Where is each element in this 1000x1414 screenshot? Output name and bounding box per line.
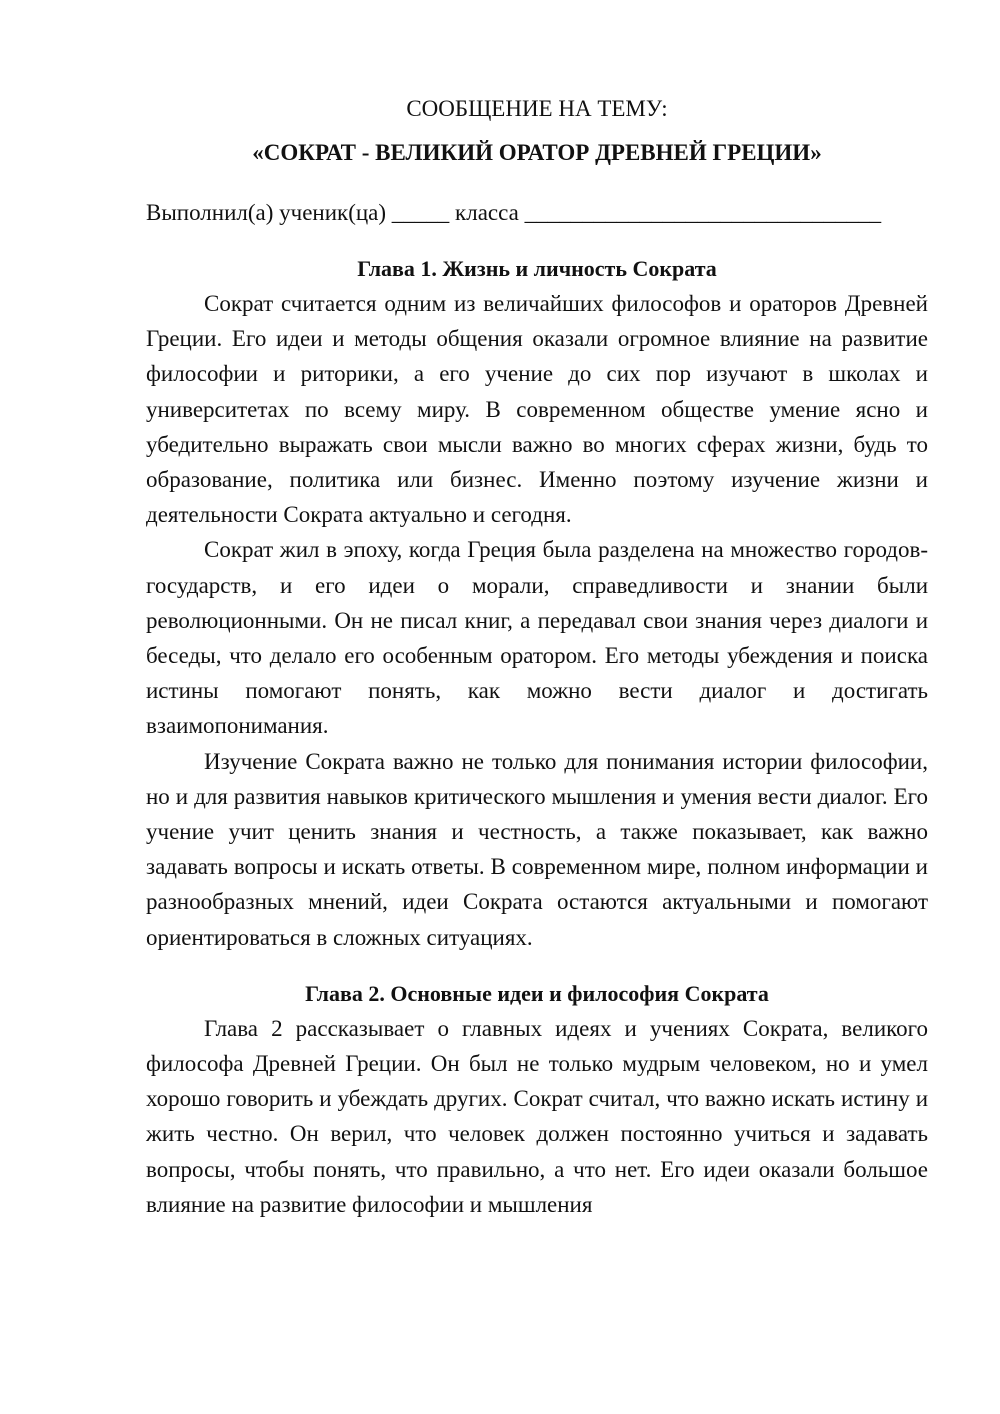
document-title: СООБЩЕНИЕ НА ТЕМУ:: [406, 96, 668, 121]
author-line: Выполнил(а) ученик(ца) _____ класса _______________________________: [146, 200, 882, 225]
chapter-1-heading: Глава 1. Жизнь и личность Сократа: [357, 256, 717, 281]
chapter-2-heading: Глава 2. Основные идеи и философия Сократа: [305, 980, 769, 1006]
chapter-1-paragraph-3: Изучение Сократа важно не только для понимания истории философии, но и для развития навыков критического мышления и умения вести диалог. Его учение учит ценить знания и честность, а также показывает, как важно задавать вопросы и искать ответы. В современном мире, полном информации и разнообразных мнений, идеи Сократа остаются актуальными и помогают ориентироваться в сложных ситуациях.: [146, 748, 928, 950]
document-subtitle: «СОКРАТ - ВЕЛИКИЙ ОРАТОР ДРЕВНЕЙ ГРЕЦИИ»: [252, 140, 822, 165]
document-page: [146, 92, 928, 1222]
chapter-1-paragraph-1: Сократ считается одним из величайших философов и ораторов Древней Греции. Его идеи и методы общения оказали огромное влияние на развитие философии и риторики, а его учение до сих пор изучают в школах и университетах по всему миру. В современном обществе умение ясно и убедительно выражать свои мысли важно во многих сферах жизни, будь то образование, политика или бизнес. Именно поэтому изучение жизни и деятельности Сократа актуально и сегодня.: [146, 291, 928, 528]
chapter-2-paragraph-1: Глава 2 рассказывает о главных идеях и учениях Сократа, великого философа Древней Греции. Он был не только мудрым человеком, но и умел хорошо говорить и убеждать других. Сократ считал, что важно искать истину и жить честно. Он верил, что человек должен постоянно учиться и задавать вопросы, чтобы понять, что правильно, а что нет. Его идеи оказали большое влияние на развитие философии и мышления: [146, 1015, 928, 1217]
chapter-1-paragraph-2: Сократ жил в эпоху, когда Греция была разделена на множество городов-государств, и его идеи о морали, справедливости и знании были революционными. Он не писал книг, а передавал свои знания через диалоги и беседы, что делало его особенным оратором. Его методы убеждения и поиска истины помогают понять, как можно вести диалог и достигать взаимопонимания.: [146, 537, 928, 739]
